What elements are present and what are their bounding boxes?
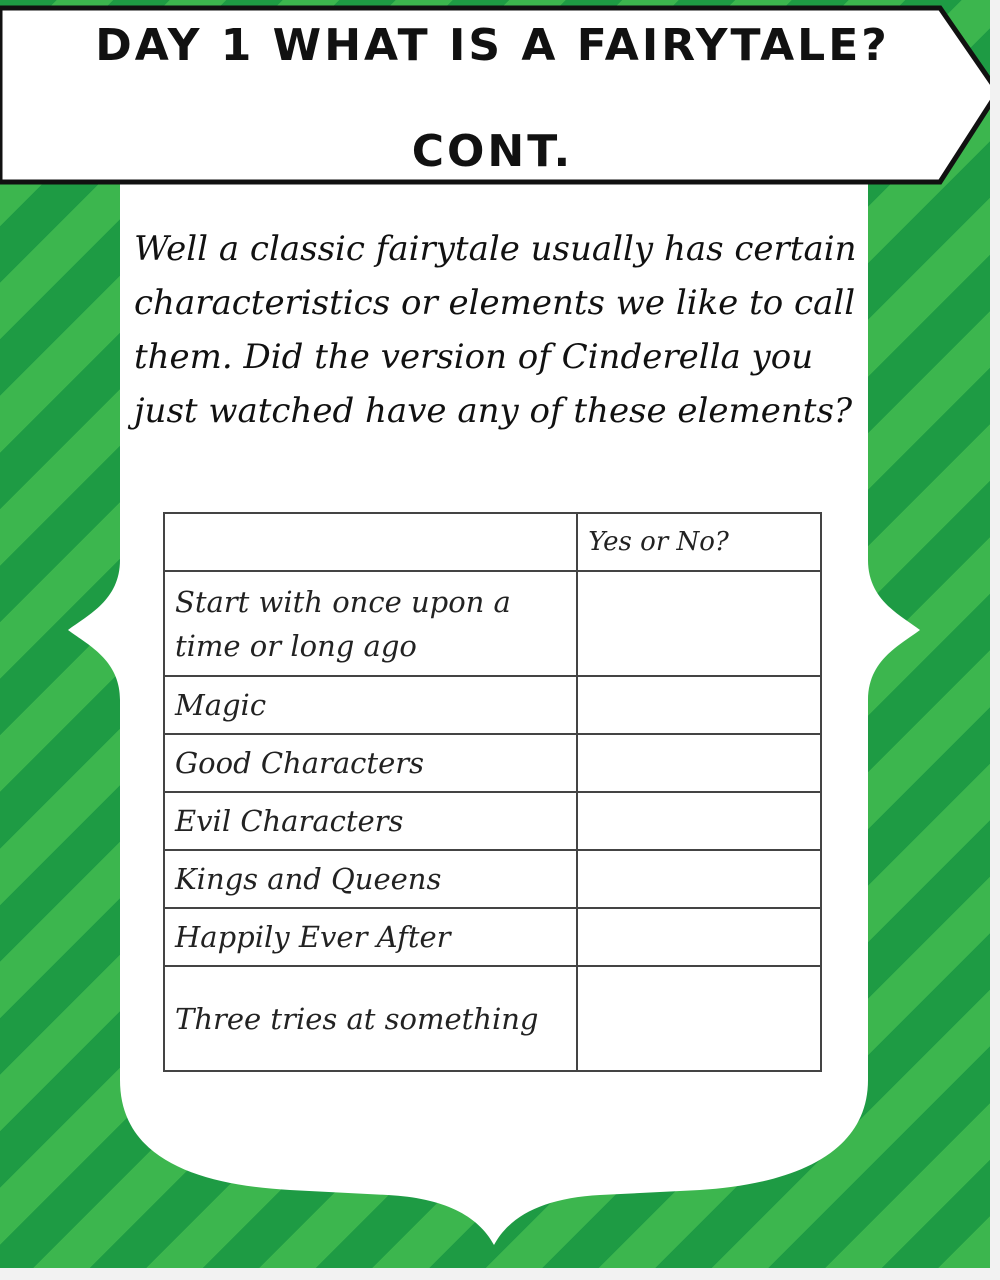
fairytale-elements-table <box>163 512 822 1072</box>
element-cell: Good Characters <box>164 734 577 792</box>
answer-cell[interactable] <box>577 966 821 1071</box>
intro-paragraph: Well a classic fairytale usually has certain characteristics or elements we like to call them. Did the version of Cinderella you just watched have any of these elements? <box>134 229 857 431</box>
answer-cell[interactable] <box>577 908 821 966</box>
page-title: DAY 1 WHAT IS A FAIRYTALE? <box>95 20 890 71</box>
table-row <box>164 908 821 966</box>
answer-cell[interactable] <box>577 676 821 734</box>
table-row <box>164 850 821 908</box>
table-row <box>164 966 821 1071</box>
element-cell: Three tries at something <box>164 966 577 1071</box>
element-cell: Kings and Queens <box>164 850 577 908</box>
answer-cell[interactable] <box>577 850 821 908</box>
answer-cell[interactable] <box>577 571 821 676</box>
answer-cell[interactable] <box>577 734 821 792</box>
element-cell: Start with once upon a time or long ago <box>164 571 577 676</box>
table-row <box>164 792 821 850</box>
header-element-column <box>164 513 577 571</box>
page-title-continued: CONT. <box>411 126 574 177</box>
table-header-row <box>164 513 821 571</box>
element-cell: Evil Characters <box>164 792 577 850</box>
element-cell: Happily Ever After <box>164 908 577 966</box>
answer-cell[interactable] <box>577 792 821 850</box>
header-yes-or-no: Yes or No? <box>577 513 821 571</box>
table-row <box>164 734 821 792</box>
element-cell: Magic <box>164 676 577 734</box>
table-row <box>164 571 821 676</box>
table-row <box>164 676 821 734</box>
